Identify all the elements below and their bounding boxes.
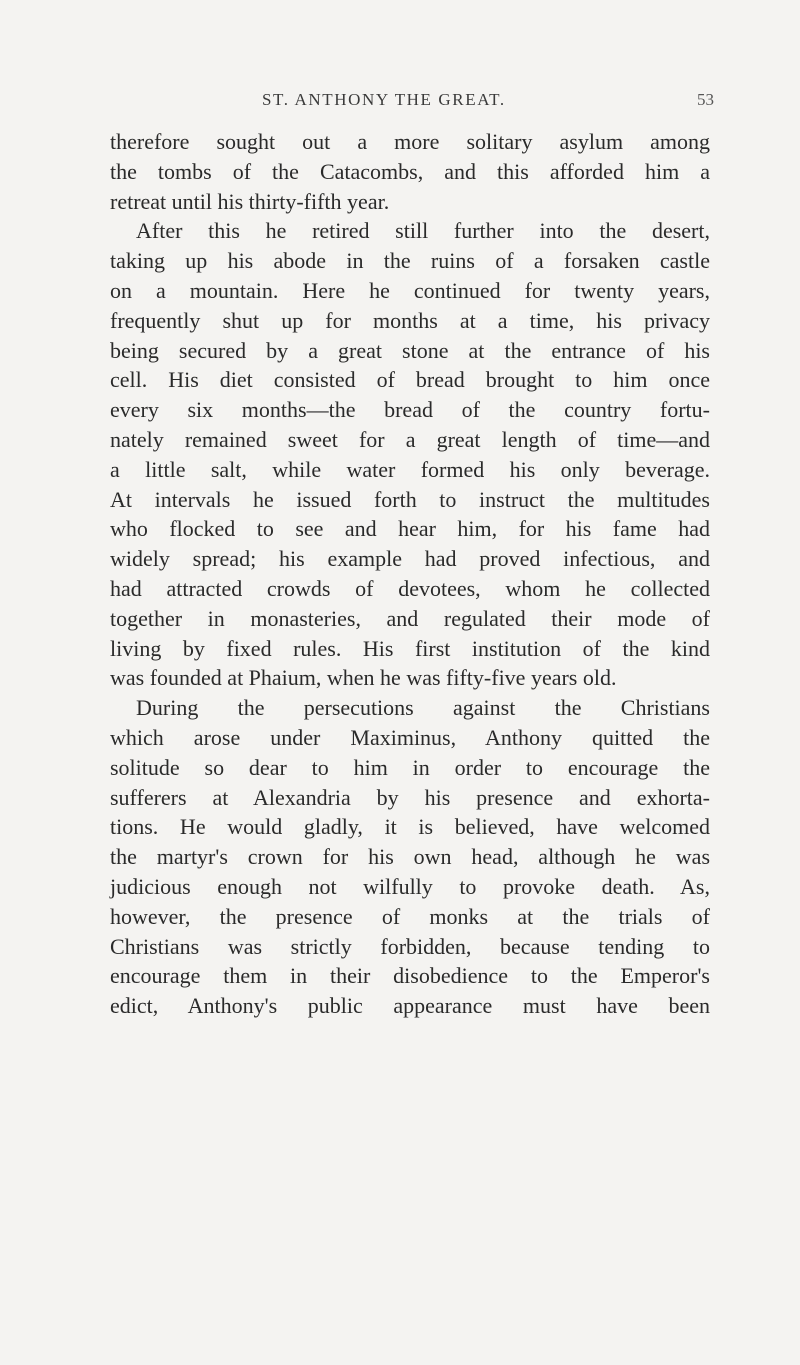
text-line: therefore sought out a more solitary asylum among: [110, 129, 710, 154]
text-line: edict, Anthony's public appearance must have been: [110, 993, 710, 1019]
text-line: on a mountain. Here he continued for twenty years,: [110, 277, 710, 303]
text-line: every six months—the bread of the country fortu-: [110, 397, 710, 423]
text-line: cell. His diet consisted of bread brought to him once: [110, 367, 710, 393]
text-line: a little salt, while water formed his only beverage.: [110, 456, 710, 482]
text-line: living by fixed rules. His first institution of the kind: [110, 635, 710, 661]
text-line: taking up his abode in the ruins of a forsaken castle: [110, 248, 710, 274]
body-text: [110, 127, 710, 1021]
text-line: sufferers at Alexandria by his presence and exhorta-: [110, 784, 710, 810]
text-line: Christians was strictly forbidden, because tending to: [110, 933, 710, 959]
text-line: After this he retired still further into the desert,: [136, 218, 710, 244]
text-line: the tombs of the Catacombs, and this afforded him a: [110, 158, 710, 184]
text-line: which arose under Maximinus, Anthony quitted the: [110, 724, 710, 750]
running-title: ST. ANTHONY THE GREAT.: [262, 90, 506, 109]
text-line: together in monasteries, and regulated their mode of: [110, 605, 710, 631]
text-line: the martyr's crown for his own head, although he was: [110, 844, 710, 870]
text-line: judicious enough not wilfully to provoke death. As,: [110, 873, 710, 899]
text-line: widely spread; his example had proved infectious, and: [110, 546, 710, 572]
text-line: being secured by a great stone at the entrance of his: [110, 337, 710, 363]
text-line: retreat until his thirty-fifth year.: [110, 188, 390, 214]
text-line: however, the presence of monks at the trials of: [110, 903, 710, 929]
text-line: nately remained sweet for a great length of time—and: [110, 426, 710, 452]
text-line: At intervals he issued forth to instruct the multitudes: [110, 486, 710, 512]
running-head: [0, 90, 800, 114]
page-number: 53: [697, 90, 714, 109]
text-line: encourage them in their disobedience to the Emperor's: [110, 963, 710, 989]
text-line: frequently shut up for months at a time, his privacy: [110, 307, 710, 333]
text-line: who flocked to see and hear him, for his fame had: [110, 516, 710, 542]
text-line: solitude so dear to him in order to encourage the: [110, 754, 710, 780]
text-line: had attracted crowds of devotees, whom he collected: [110, 575, 710, 601]
text-line: During the persecutions against the Christians: [136, 695, 710, 721]
text-line: was founded at Phaium, when he was fifty-five years old.: [110, 665, 617, 691]
text-line: tions. He would gladly, it is believed, have welcomed: [110, 814, 710, 840]
